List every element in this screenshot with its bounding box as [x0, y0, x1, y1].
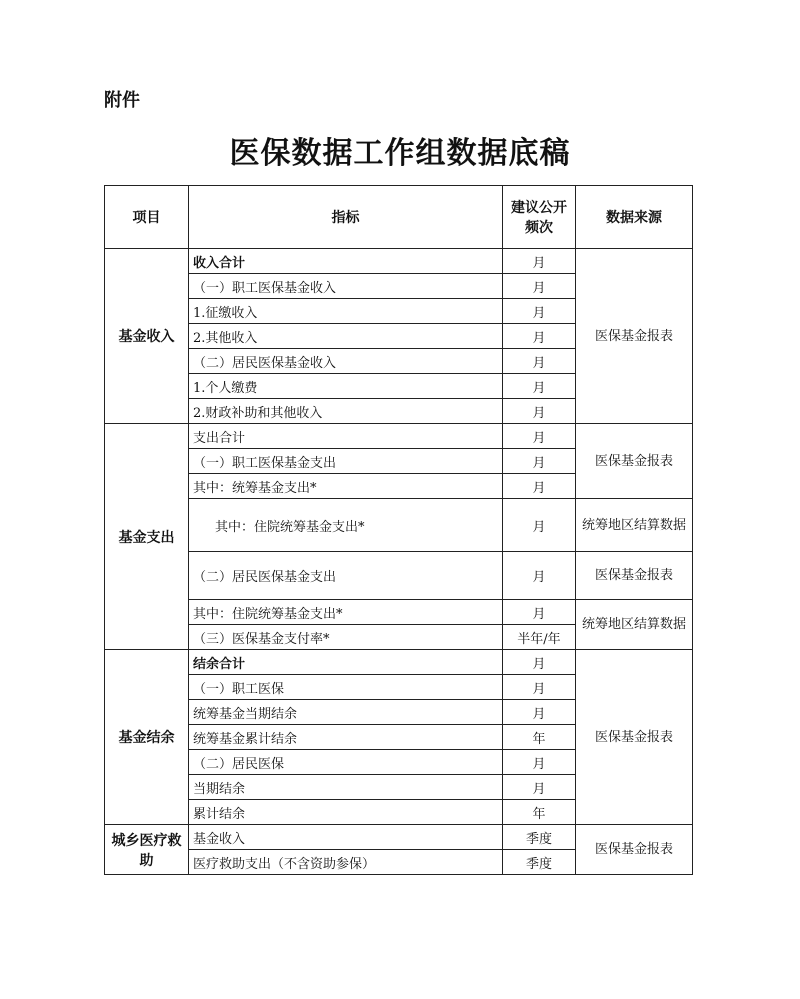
- frequency-cell: 半年/年: [503, 625, 576, 650]
- source-cell: 医保基金报表: [576, 552, 693, 600]
- frequency-cell: 月: [503, 274, 576, 299]
- indicator-cell: 收入合计: [189, 249, 503, 274]
- indicator-cell: 结余合计: [189, 650, 503, 675]
- frequency-cell: 月: [503, 249, 576, 274]
- data-table: [104, 185, 693, 875]
- source-cell: 医保基金报表: [576, 650, 693, 825]
- frequency-cell: 年: [503, 800, 576, 825]
- frequency-cell: 月: [503, 474, 576, 499]
- indicator-cell: 其中：住院统筹基金支出*: [189, 600, 503, 625]
- frequency-cell: 月: [503, 675, 576, 700]
- table-row: [105, 650, 693, 675]
- indicator-cell: 其中：住院统筹基金支出*: [189, 499, 503, 552]
- frequency-cell: 月: [503, 499, 576, 552]
- indicator-cell: （一）职工医保: [189, 675, 503, 700]
- header-row: [105, 186, 693, 249]
- header-frequency: 建议公开频次: [503, 186, 576, 249]
- indicator-cell: （二）居民医保: [189, 750, 503, 775]
- table-row: [105, 600, 693, 625]
- indicator-cell: 1.征缴收入: [189, 299, 503, 324]
- frequency-cell: 月: [503, 299, 576, 324]
- indicator-cell: 1.个人缴费: [189, 374, 503, 399]
- indicator-cell: 2.其他收入: [189, 324, 503, 349]
- frequency-cell: 年: [503, 725, 576, 750]
- frequency-cell: 季度: [503, 850, 576, 875]
- category-expense: 基金支出: [105, 424, 189, 650]
- source-cell: 医保基金报表: [576, 249, 693, 424]
- header-indicator: 指标: [189, 186, 503, 249]
- indicator-cell: 基金收入: [189, 825, 503, 850]
- frequency-cell: 月: [503, 399, 576, 424]
- frequency-cell: 月: [503, 775, 576, 800]
- indicator-cell: 支出合计: [189, 424, 503, 449]
- table-row: [105, 249, 693, 274]
- frequency-cell: 月: [503, 650, 576, 675]
- indicator-cell: 统筹基金累计结余: [189, 725, 503, 750]
- document-title: 医保数据工作组数据底稿: [229, 136, 571, 171]
- indicator-cell: （一）职工医保基金收入: [189, 274, 503, 299]
- category-aid: 城乡医疗救助: [105, 825, 189, 875]
- table-row: [105, 825, 693, 850]
- indicator-cell: 医疗救助支出（不含资助参保）: [189, 850, 503, 875]
- category-balance: 基金结余: [105, 650, 189, 825]
- source-cell: 统筹地区结算数据: [576, 600, 693, 650]
- table-row: [105, 499, 693, 552]
- frequency-cell: 月: [503, 449, 576, 474]
- indicator-cell: 当期结余: [189, 775, 503, 800]
- indicator-cell: 累计结余: [189, 800, 503, 825]
- frequency-cell: 月: [503, 552, 576, 600]
- table-row: [105, 552, 693, 600]
- source-cell: 统筹地区结算数据: [576, 499, 693, 552]
- attachment-label: 附件: [104, 90, 140, 111]
- frequency-cell: 月: [503, 750, 576, 775]
- indicator-cell: 2.财政补助和其他收入: [189, 399, 503, 424]
- frequency-cell: 月: [503, 424, 576, 449]
- frequency-cell: 月: [503, 600, 576, 625]
- frequency-cell: 月: [503, 349, 576, 374]
- source-cell: 医保基金报表: [576, 825, 693, 875]
- frequency-cell: 月: [503, 700, 576, 725]
- header-item: 项目: [105, 186, 189, 249]
- frequency-cell: 月: [503, 324, 576, 349]
- category-income: 基金收入: [105, 249, 189, 424]
- indicator-cell: （二）居民医保基金收入: [189, 349, 503, 374]
- source-cell: 医保基金报表: [576, 424, 693, 499]
- indicator-cell: 其中：统筹基金支出*: [189, 474, 503, 499]
- header-source: 数据来源: [576, 186, 693, 249]
- indicator-cell: 统筹基金当期结余: [189, 700, 503, 725]
- frequency-cell: 季度: [503, 825, 576, 850]
- indicator-cell: （三）医保基金支付率*: [189, 625, 503, 650]
- indicator-cell: （二）居民医保基金支出: [189, 552, 503, 600]
- indicator-cell: （一）职工医保基金支出: [189, 449, 503, 474]
- frequency-cell: 月: [503, 374, 576, 399]
- table-row: [105, 424, 693, 449]
